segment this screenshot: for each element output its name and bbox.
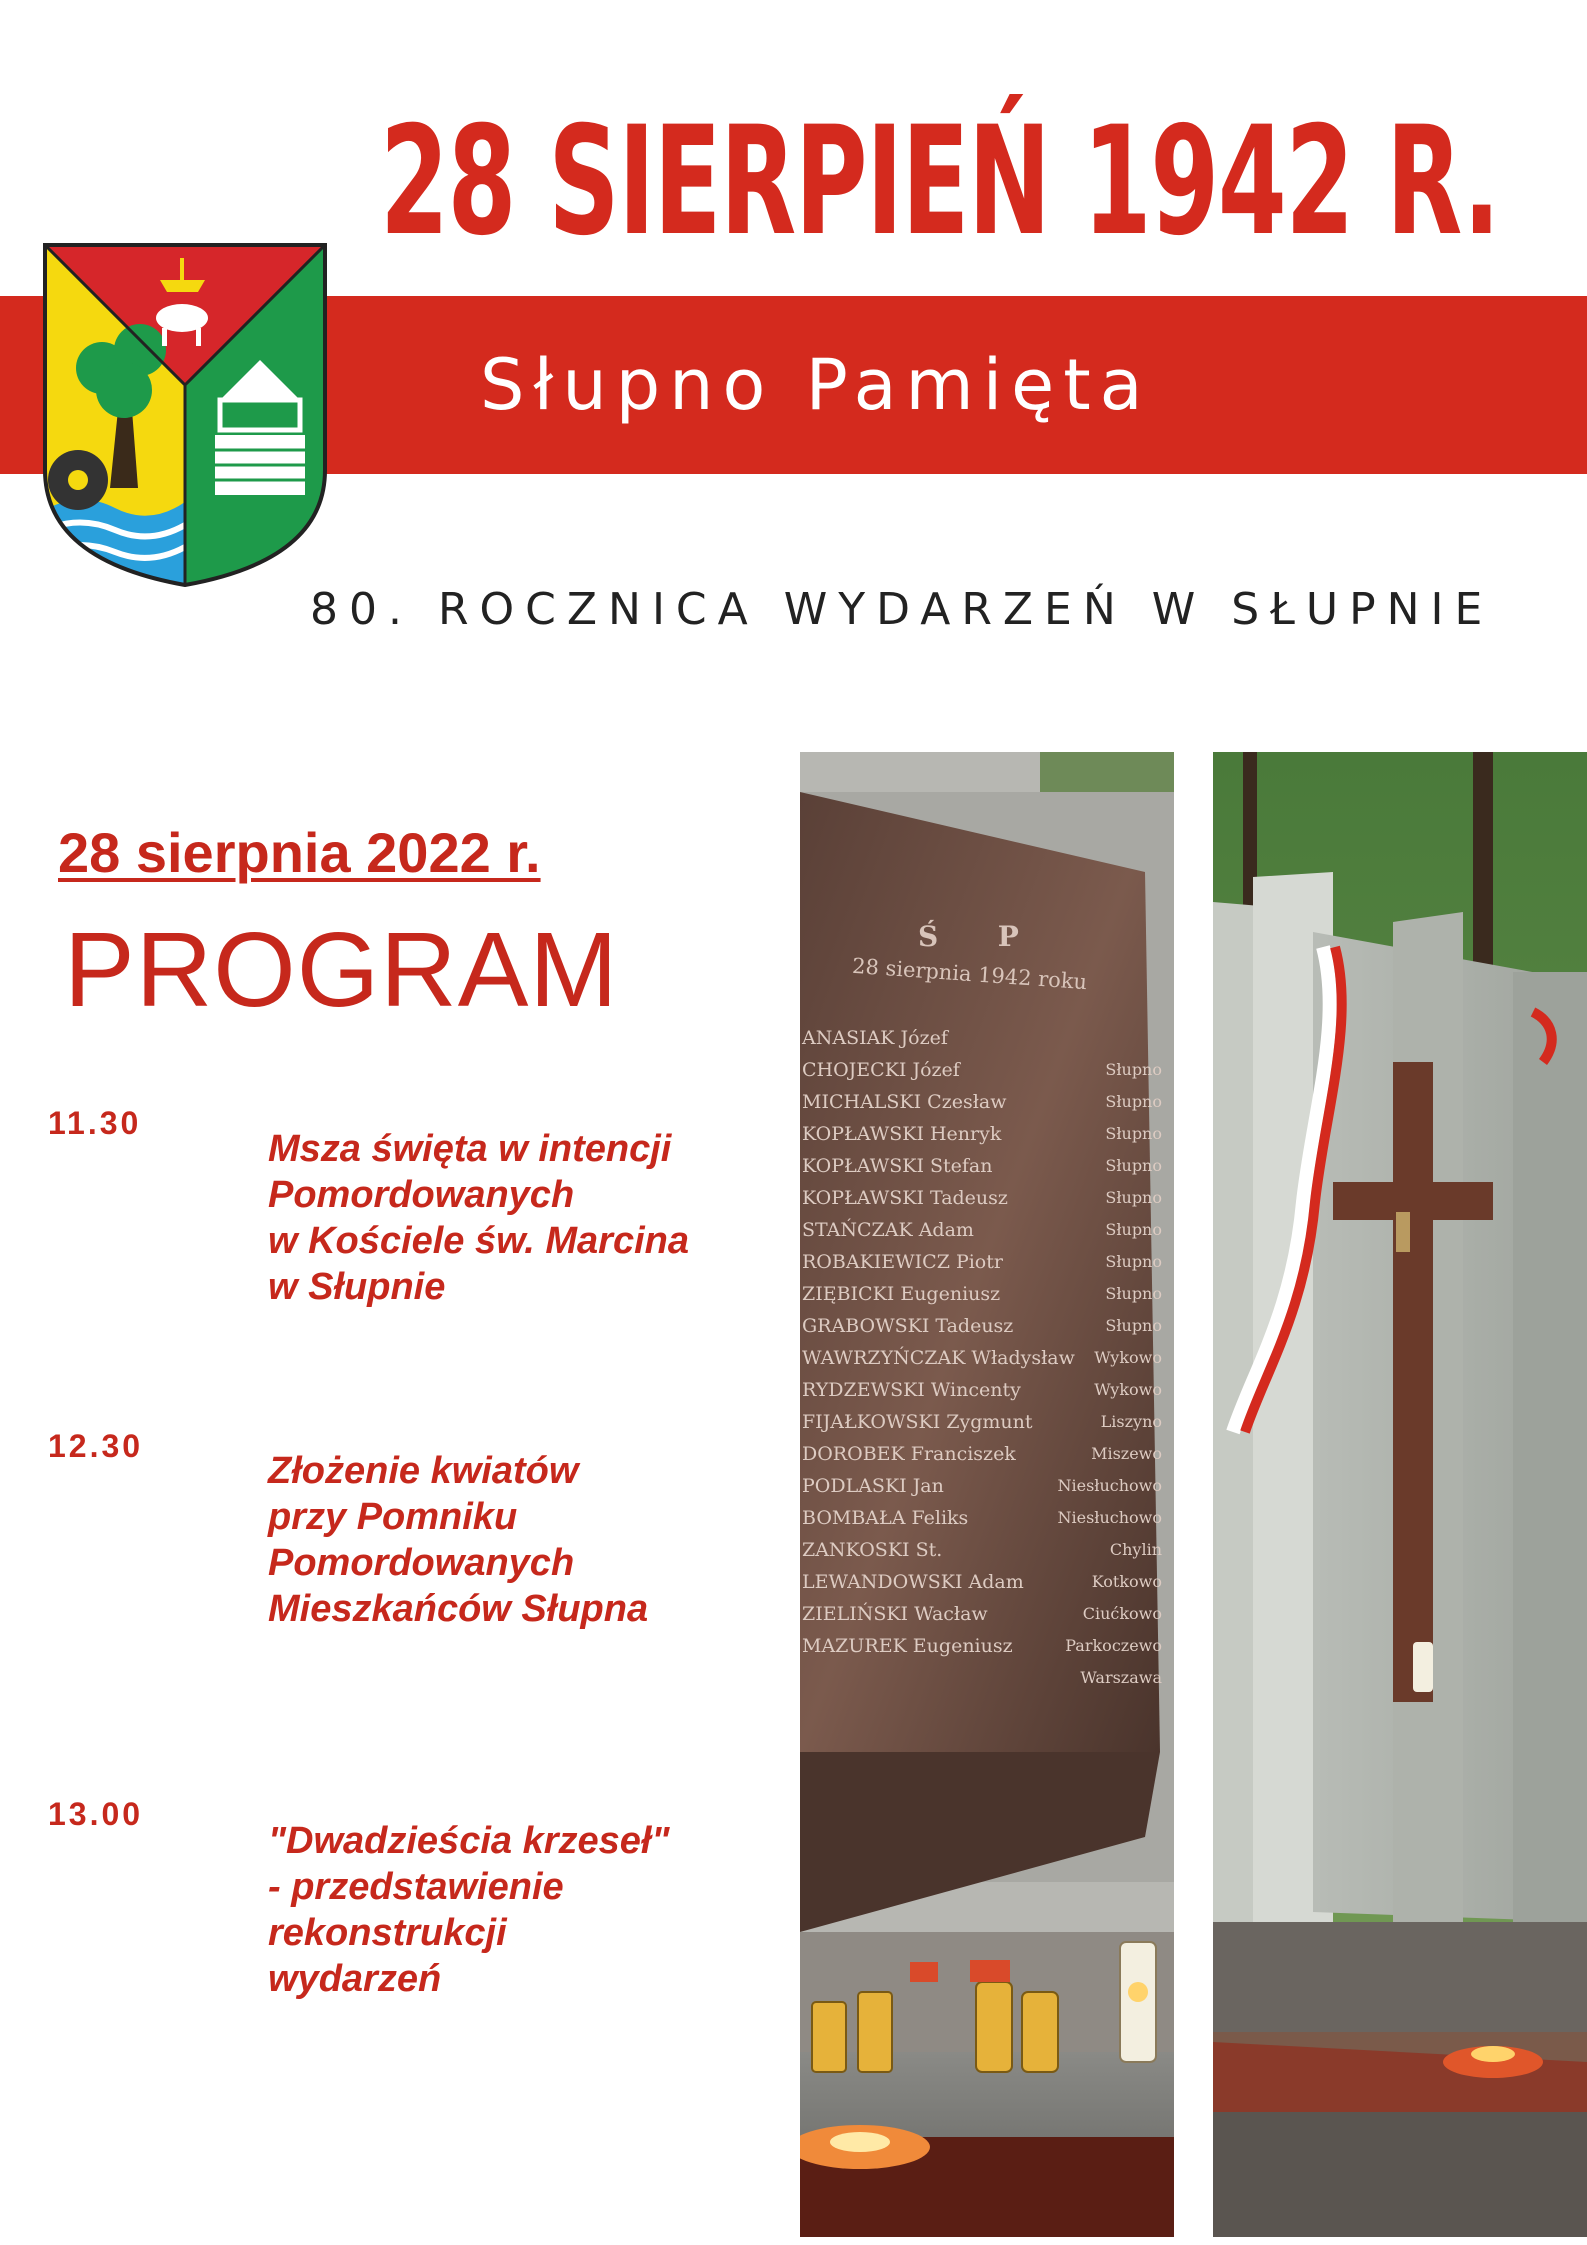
plaque-place: Chylin	[1109, 1540, 1162, 1559]
plaque-name-row	[802, 1182, 1162, 1214]
description-line: rekonstrukcji	[268, 1912, 507, 1954]
plaque-name-row	[802, 1598, 1162, 1630]
plaque-name-row	[802, 1374, 1162, 1406]
plaque-name: MICHALSKI Czesław	[802, 1091, 1007, 1113]
program-item-description	[268, 1448, 788, 1632]
description-line: wydarzeń	[268, 1958, 442, 2000]
plaque-name-row	[802, 1470, 1162, 1502]
plaque-place: Słupno	[1105, 1252, 1162, 1271]
plaque-name-row	[802, 1566, 1162, 1598]
plaque-name: ZIĘBICKI Eugeniusz	[802, 1283, 1001, 1305]
plaque-name-row	[802, 1054, 1162, 1086]
plaque-names-list	[802, 1022, 1162, 1694]
description-line: Mieszkańców Słupna	[268, 1588, 649, 1630]
description-line: w Kościele św. Marcina	[268, 1220, 689, 1262]
plaque-name: PODLASKI Jan	[802, 1475, 944, 1497]
plaque-name-row	[802, 1214, 1162, 1246]
plaque-place: Ciućkowo	[1082, 1604, 1162, 1623]
plaque-name: ANASIAK Józef	[802, 1027, 948, 1049]
plaque-name: WAWRZYŃCZAK Władysław	[802, 1347, 1075, 1369]
plaque-place: Wykowo	[1094, 1348, 1162, 1367]
plaque-place: Kotkowo	[1091, 1572, 1162, 1591]
program-item-description	[268, 1126, 788, 1310]
event-date: 28 sierpnia 2022 r.	[58, 821, 541, 884]
plaque-place: Słupno	[1105, 1156, 1162, 1175]
plaque-name: CHOJECKI Józef	[802, 1059, 960, 1081]
banner-text: Słupno Pamięta	[480, 344, 1152, 426]
plaque-place: Niesłuchowo	[1057, 1508, 1162, 1527]
memorial-cross-photo	[1213, 752, 1587, 2237]
plaque-name: RYDZEWSKI Wincenty	[802, 1379, 1021, 1401]
description-line: Pomordowanych	[268, 1174, 575, 1216]
plaque-name: DOROBEK Franciszek	[802, 1443, 1016, 1465]
plaque-place: Słupno	[1105, 1188, 1162, 1207]
plaque-place: Słupno	[1105, 1124, 1162, 1143]
plaque-name: FIJAŁKOWSKI Zygmunt	[802, 1411, 1033, 1433]
plaque-name: LEWANDOWSKI Adam	[802, 1571, 1024, 1593]
memorial-plaque-photo	[800, 752, 1174, 2237]
plaque-name-row	[802, 1662, 1162, 1694]
program-time: 11.30	[48, 1105, 142, 1141]
plaque-name-row	[802, 1310, 1162, 1342]
plaque-name: STAŃCZAK Adam	[802, 1219, 974, 1241]
description-line: w Słupnie	[268, 1266, 446, 1308]
plaque-header-left: Ś	[918, 920, 939, 953]
plaque-name-row	[802, 1502, 1162, 1534]
candle-icon	[800, 1922, 1174, 2102]
plaque-name: ZIELIŃSKI Wacław	[802, 1603, 988, 1625]
plaque-name-row	[802, 1086, 1162, 1118]
plaque-place: Parkoczewo	[1065, 1636, 1162, 1655]
program-item-description	[268, 1818, 788, 2002]
plaque-name: KOPŁAWSKI Tadeusz	[802, 1187, 1008, 1209]
coat-of-arms-icon	[40, 240, 330, 590]
plaque-name: ZANKOSKI St.	[802, 1539, 943, 1561]
plaque-name-row	[802, 1022, 1162, 1054]
plaque-name-row	[802, 1118, 1162, 1150]
program-time: 12.30	[48, 1428, 144, 1464]
description-line: Pomordowanych	[268, 1542, 575, 1584]
plaque-name-row	[802, 1406, 1162, 1438]
plaque-name: ROBAKIEWICZ Piotr	[802, 1251, 1003, 1273]
plaque-name: KOPŁAWSKI Stefan	[802, 1155, 993, 1177]
main-title: 28 SIERPIEŃ 1942 R.	[380, 95, 1500, 269]
plaque-place: Słupno	[1105, 1092, 1162, 1111]
plaque-place: Słupno	[1105, 1284, 1162, 1303]
cross-memorial-image	[1213, 752, 1587, 2237]
plaque-place: Słupno	[1105, 1316, 1162, 1335]
description-line: Msza święta w intencji	[268, 1128, 672, 1170]
plaque-name: MAZUREK Eugeniusz	[802, 1635, 1013, 1657]
plaque-name-row	[802, 1630, 1162, 1662]
program-time: 13.00	[48, 1796, 144, 1832]
plaque-name-row	[802, 1342, 1162, 1374]
plaque-date-line: 28 sierpnia 1942 roku	[851, 953, 1088, 995]
plaque-header-right: P	[997, 920, 1019, 953]
program-heading: PROGRAM	[64, 911, 619, 1029]
plaque-place: Słupno	[1105, 1060, 1162, 1079]
description-line: "Dwadzieścia krzeseł"	[268, 1820, 670, 1862]
plaque-place: Niesłuchowo	[1057, 1476, 1162, 1495]
plaque-name-row	[802, 1438, 1162, 1470]
plaque-name-row	[802, 1534, 1162, 1566]
plaque-place: Liszyno	[1100, 1412, 1162, 1431]
plaque-place: Słupno	[1105, 1220, 1162, 1239]
plaque-name: GRABOWSKI Tadeusz	[802, 1315, 1014, 1337]
plaque-name: KOPŁAWSKI Henryk	[802, 1123, 1002, 1145]
description-line: przy Pomniku	[268, 1496, 518, 1538]
plaque-name-row	[802, 1246, 1162, 1278]
description-line: Złożenie kwiatów	[268, 1450, 579, 1492]
plaque-name: BOMBAŁA Feliks	[802, 1507, 969, 1529]
plaque-place: Wykowo	[1094, 1380, 1162, 1399]
plaque-place: Warszawa	[1080, 1668, 1162, 1687]
description-line: - przedstawienie	[268, 1866, 564, 1908]
plaque-place: Miszewo	[1091, 1444, 1162, 1463]
plaque-name-row	[802, 1278, 1162, 1310]
anniversary-subtitle: 80. ROCZNICA WYDARZEŃ W SŁUPNIE	[310, 584, 1494, 635]
plaque-name-row	[802, 1150, 1162, 1182]
